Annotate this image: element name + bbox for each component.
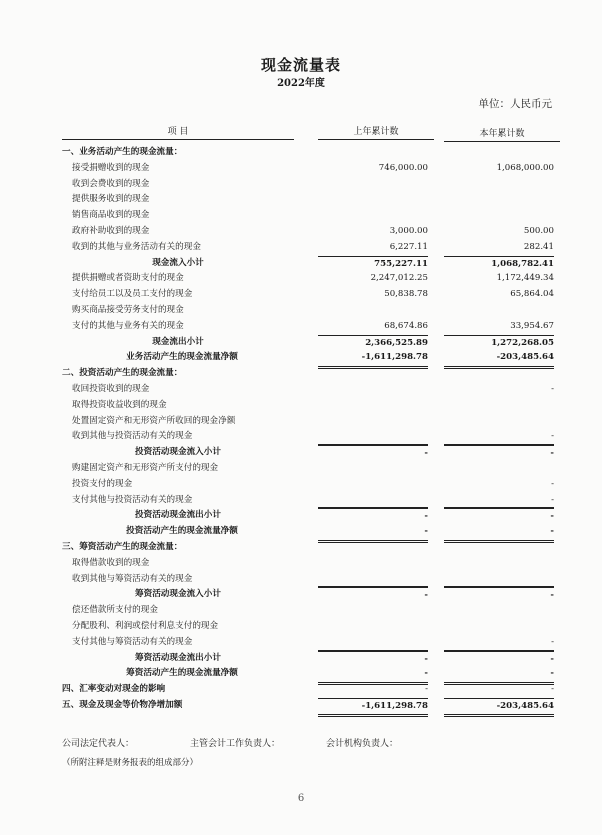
prev-year-value: - [425, 684, 428, 695]
curr-year-value: -203,485.64 [444, 350, 554, 369]
row-label: 提供服务收到的现金 [72, 194, 150, 205]
table-row [62, 429, 562, 445]
prev-year-value: 6,227.11 [389, 241, 428, 252]
row-label: 分配股利、利润或偿付利息支付的现金 [72, 620, 219, 631]
row-label: 投资活动现金流出小计 [135, 510, 221, 521]
curr-year-value: 65,864.04 [510, 289, 554, 300]
table-row [62, 698, 562, 714]
table-row [62, 161, 562, 177]
prev-year-value [318, 572, 428, 588]
prev-year-value: - [318, 445, 428, 461]
prev-year-value: 3,000.00 [389, 225, 428, 236]
table-row [62, 350, 562, 366]
curr-year-value: 1,172,449.34 [496, 273, 554, 284]
table-row [62, 319, 562, 335]
row-label: 筹资活动产生的现金流量净额 [126, 668, 238, 679]
curr-year-value: - [551, 684, 554, 695]
prev-year-value: - [318, 508, 428, 524]
curr-year-value: 1,272,268.05 [444, 335, 554, 351]
prev-year-value: - [318, 666, 428, 685]
table-row [62, 603, 562, 619]
curr-year-value: - [444, 666, 554, 685]
row-label: 销售商品收到的现金 [72, 210, 150, 221]
table-row [62, 382, 562, 398]
table-row [62, 572, 562, 588]
table-row [62, 682, 562, 698]
curr-year-value: - [444, 524, 554, 543]
prev-year-value: 755,227.11 [318, 256, 428, 272]
row-label: 现金流入小计 [152, 257, 204, 268]
row-label: 支付给员工以及员工支付的现金 [72, 289, 193, 300]
row-label: 支付其他与筹资活动有关的现金 [72, 636, 193, 647]
row-label: 筹资活动现金流出小计 [135, 652, 221, 663]
prev-year-value: 50,838.78 [384, 289, 428, 300]
table-row [62, 540, 562, 556]
table-row [62, 445, 562, 461]
row-label: 筹资活动现金流入小计 [135, 589, 221, 600]
row-label: 收回投资收到的现金 [72, 383, 150, 394]
prev-year-value: - [318, 524, 428, 543]
row-label: 偿还借款所支付的现金 [72, 605, 158, 616]
table-row [62, 366, 562, 382]
row-label: 二、投资活动产生的现金流量： [62, 368, 183, 379]
row-label: 业务活动产生的现金流量净额 [126, 352, 238, 363]
table-row [62, 208, 562, 224]
table-row [62, 271, 562, 287]
curr-year-value: - [444, 587, 554, 603]
curr-year-value: 1,068,782.41 [444, 256, 554, 272]
table-row [62, 635, 562, 651]
prev-year-value: -1,611,298.78 [318, 350, 428, 369]
table-row [62, 493, 562, 509]
row-label: 三、筹资活动产生的现金流量： [62, 541, 183, 552]
row-label: 四、汇率变动对现金的影响 [62, 684, 166, 695]
accounting-head-label: 主管会计工作负责人： [190, 739, 281, 749]
row-label: 提供捐赠或者资助支付的现金 [72, 273, 184, 284]
row-label: 五、现金及现金等价物净增加额 [62, 699, 183, 710]
row-label: 政府补助收到的现金 [72, 225, 150, 236]
curr-year-value: 33,954.67 [510, 320, 554, 331]
table-row [62, 398, 562, 414]
table-row [62, 335, 562, 351]
row-label: 收到的其他与业务活动有关的现金 [72, 241, 201, 252]
cash-flow-table [62, 145, 562, 714]
prev-year-value: 2,366,525.89 [318, 335, 428, 351]
row-label: 收到其他与筹资活动有关的现金 [72, 573, 193, 584]
table-row [62, 666, 562, 682]
curr-year-value: - [444, 651, 554, 667]
curr-year-value: 1,068,000.00 [496, 162, 554, 173]
curr-year-value [444, 572, 554, 588]
row-label: 接受捐赠收到的现金 [72, 162, 150, 173]
legal-representative-label: 公司法定代表人： [62, 739, 135, 749]
prev-year-value: - [318, 651, 428, 667]
table-row [62, 145, 562, 161]
column-header-item: 项 目 [62, 124, 294, 140]
prev-year-value: -1,611,298.78 [318, 698, 428, 717]
row-label: 取得投资收益收到的现金 [72, 399, 167, 410]
curr-year-value: 282.41 [523, 241, 554, 252]
row-label: 处置固定资产和无形资产所收回的现金净额 [72, 415, 236, 426]
table-row [62, 587, 562, 603]
prev-year-value [318, 429, 428, 445]
curr-year-value: - [444, 493, 554, 509]
table-row [62, 508, 562, 524]
table-row [62, 556, 562, 572]
row-label: 投资支付的现金 [72, 478, 133, 489]
prev-year-value [318, 493, 428, 509]
row-label: 收到其他与投资活动有关的现金 [72, 431, 193, 442]
curr-year-value: - [551, 478, 554, 489]
row-label: 支付其他与投资活动有关的现金 [72, 494, 193, 505]
table-row [62, 461, 562, 477]
column-header-prev-year: 上年累计数 [318, 124, 434, 140]
row-label: 支付的其他与业务有关的现金 [72, 320, 184, 331]
footnote: （所附注释是财务报表的组成部分） [62, 758, 199, 768]
curr-year-value: -203,485.64 [444, 698, 554, 717]
row-label: 一、业务活动产生的现金流量： [62, 147, 183, 157]
prev-year-value: 68,674.86 [384, 320, 428, 331]
table-row [62, 651, 562, 667]
row-label: 购买商品接受劳务支付的现金 [72, 304, 184, 315]
document-title: 现金流量表 [260, 56, 341, 74]
prev-year-value: 746,000.00 [378, 162, 428, 173]
row-label: 投资活动产生的现金流量净额 [126, 526, 238, 537]
curr-year-value: - [444, 429, 554, 445]
curr-year-value: - [444, 635, 554, 651]
curr-year-value: - [444, 445, 554, 461]
prev-year-value: - [318, 587, 428, 603]
page-number: 6 [297, 793, 305, 804]
table-row [62, 287, 562, 303]
row-label: 购建固定资产和无形资产所支付的现金 [72, 462, 219, 473]
table-row [62, 619, 562, 635]
curr-year-value: - [444, 508, 554, 524]
table-row [62, 240, 562, 256]
currency-unit: 单位：人民币元 [478, 98, 552, 110]
table-row [62, 177, 562, 193]
column-header-curr-year: 本年累计数 [444, 126, 560, 142]
table-row [62, 303, 562, 319]
row-label: 现金流出小计 [152, 336, 204, 347]
prev-year-value: 2,247,012.25 [370, 273, 428, 284]
row-label: 取得借款收到的现金 [72, 557, 150, 568]
row-label: 收到会费收到的现金 [72, 178, 150, 189]
curr-year-value: - [551, 383, 554, 394]
table-row [62, 192, 562, 208]
table-row [62, 414, 562, 430]
document-year: 2022年度 [277, 78, 325, 89]
accounting-org-label: 会计机构负责人： [326, 739, 399, 749]
table-row [62, 256, 562, 272]
table-row [62, 477, 562, 493]
row-label: 投资活动现金流入小计 [135, 447, 221, 458]
prev-year-value [318, 635, 428, 651]
table-row [62, 524, 562, 540]
curr-year-value: 500.00 [523, 225, 554, 236]
table-row [62, 224, 562, 240]
